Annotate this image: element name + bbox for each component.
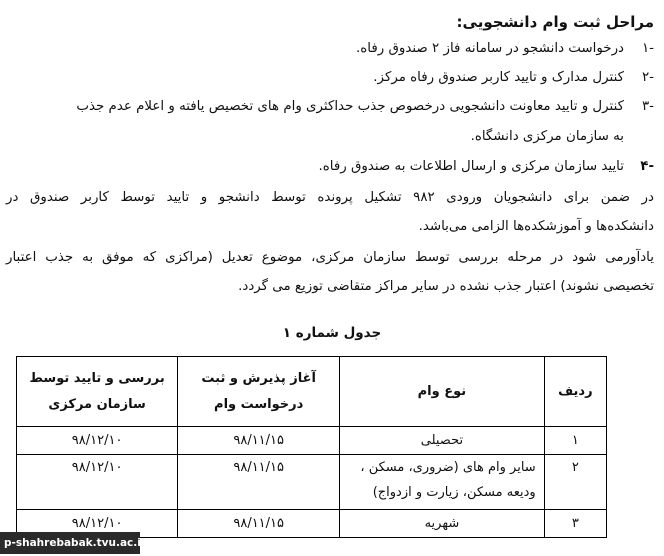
row-number: ۱ — [544, 427, 606, 455]
note-2-line-2: تخصیصی نشوند) اعتبار جذب نشده در سایر مراکز متقاضی توزیع می گردد. — [238, 279, 654, 294]
header-review-date — [17, 357, 178, 427]
step-text: تایید سازمان مرکزی و ارسال اطلاعات به صندوق رفاه. — [318, 159, 624, 174]
loan-type-line-1: سایر وام های (ضروری، مسکن ، — [360, 460, 536, 475]
section-heading: مراحل ثبت وام دانشجویی: — [456, 13, 654, 31]
row-number: ۲ — [544, 455, 606, 510]
step-number: -۱ — [641, 41, 654, 56]
step-text: کنترل مدارک و تایید کاربر صندوق رفاه مرکز. — [373, 70, 624, 85]
note-1-line-2: دانشکده‌ها و آموزشکده‌ها الزامی می‌باشد. — [418, 219, 654, 234]
loan-type: تحصیلی — [340, 427, 545, 455]
step-number: -۳ — [641, 99, 654, 114]
step-3 — [6, 96, 654, 118]
step-2 — [6, 67, 654, 89]
table-row — [17, 455, 607, 510]
loan-type-line-2: ودیعه مسکن، زیارت و ازدواج) — [372, 485, 536, 500]
header-review-line-2: سازمان مرکزی — [48, 396, 146, 412]
site-watermark: p-shahrebabak.tvu.ac.ir — [0, 532, 140, 554]
header-start-line-1: آغاز پذیرش و ثبت — [201, 370, 316, 386]
step-text: درخواست دانشجو در سامانه فاز ۲ صندوق رفاه. — [356, 41, 624, 56]
step-3-continuation: به سازمان مرکزی دانشگاه. — [470, 129, 624, 144]
table-header-row — [17, 357, 607, 427]
row-number: ۳ — [544, 510, 606, 538]
loan-type: شهریه — [340, 510, 545, 538]
header-start-line-2: درخواست وام — [214, 396, 304, 412]
review-date: ۹۸/۱۲/۱۰ — [17, 427, 178, 455]
header-start-date — [178, 357, 340, 427]
step-4 — [6, 156, 654, 178]
header-review-line-1: بررسی و تایید توسط — [29, 370, 165, 386]
review-date: ۹۸/۱۲/۱۰ — [17, 455, 178, 510]
loan-schedule-table — [16, 356, 607, 538]
step-number: -۴ — [640, 159, 654, 174]
step-1 — [6, 38, 654, 60]
step-text: کنترل و تایید معاونت دانشجویی درخصوص جذب حداکثری وام های تخصیص یافته و اعلام عدم جذب — [76, 99, 624, 114]
start-date: ۹۸/۱۱/۱۵ — [178, 455, 340, 510]
step-number: -۲ — [641, 70, 654, 85]
loan-type — [340, 455, 545, 510]
table-caption: جدول شماره ۱ — [282, 325, 382, 341]
table-row — [17, 427, 607, 455]
header-loan-type: نوع وام — [340, 357, 545, 427]
start-date: ۹۸/۱۱/۱۵ — [178, 427, 340, 455]
note-2-line-1: یادآورمی شود در مرحله بررسی توسط سازمان مرکزی، موضوع تعدیل (مراکزی که موفق به جذب اعتبار — [6, 250, 654, 265]
review-date: ۹۸/۱۲/۱۰ — [17, 510, 178, 538]
header-row-number: ردیف — [544, 357, 606, 427]
start-date: ۹۸/۱۱/۱۵ — [178, 510, 340, 538]
note-1-line-1: در ضمن برای دانشجویان ورودی ۹۸۲ تشکیل پرونده توسط دانشجو و تایید توسط کاربر صندوق در — [6, 190, 654, 205]
